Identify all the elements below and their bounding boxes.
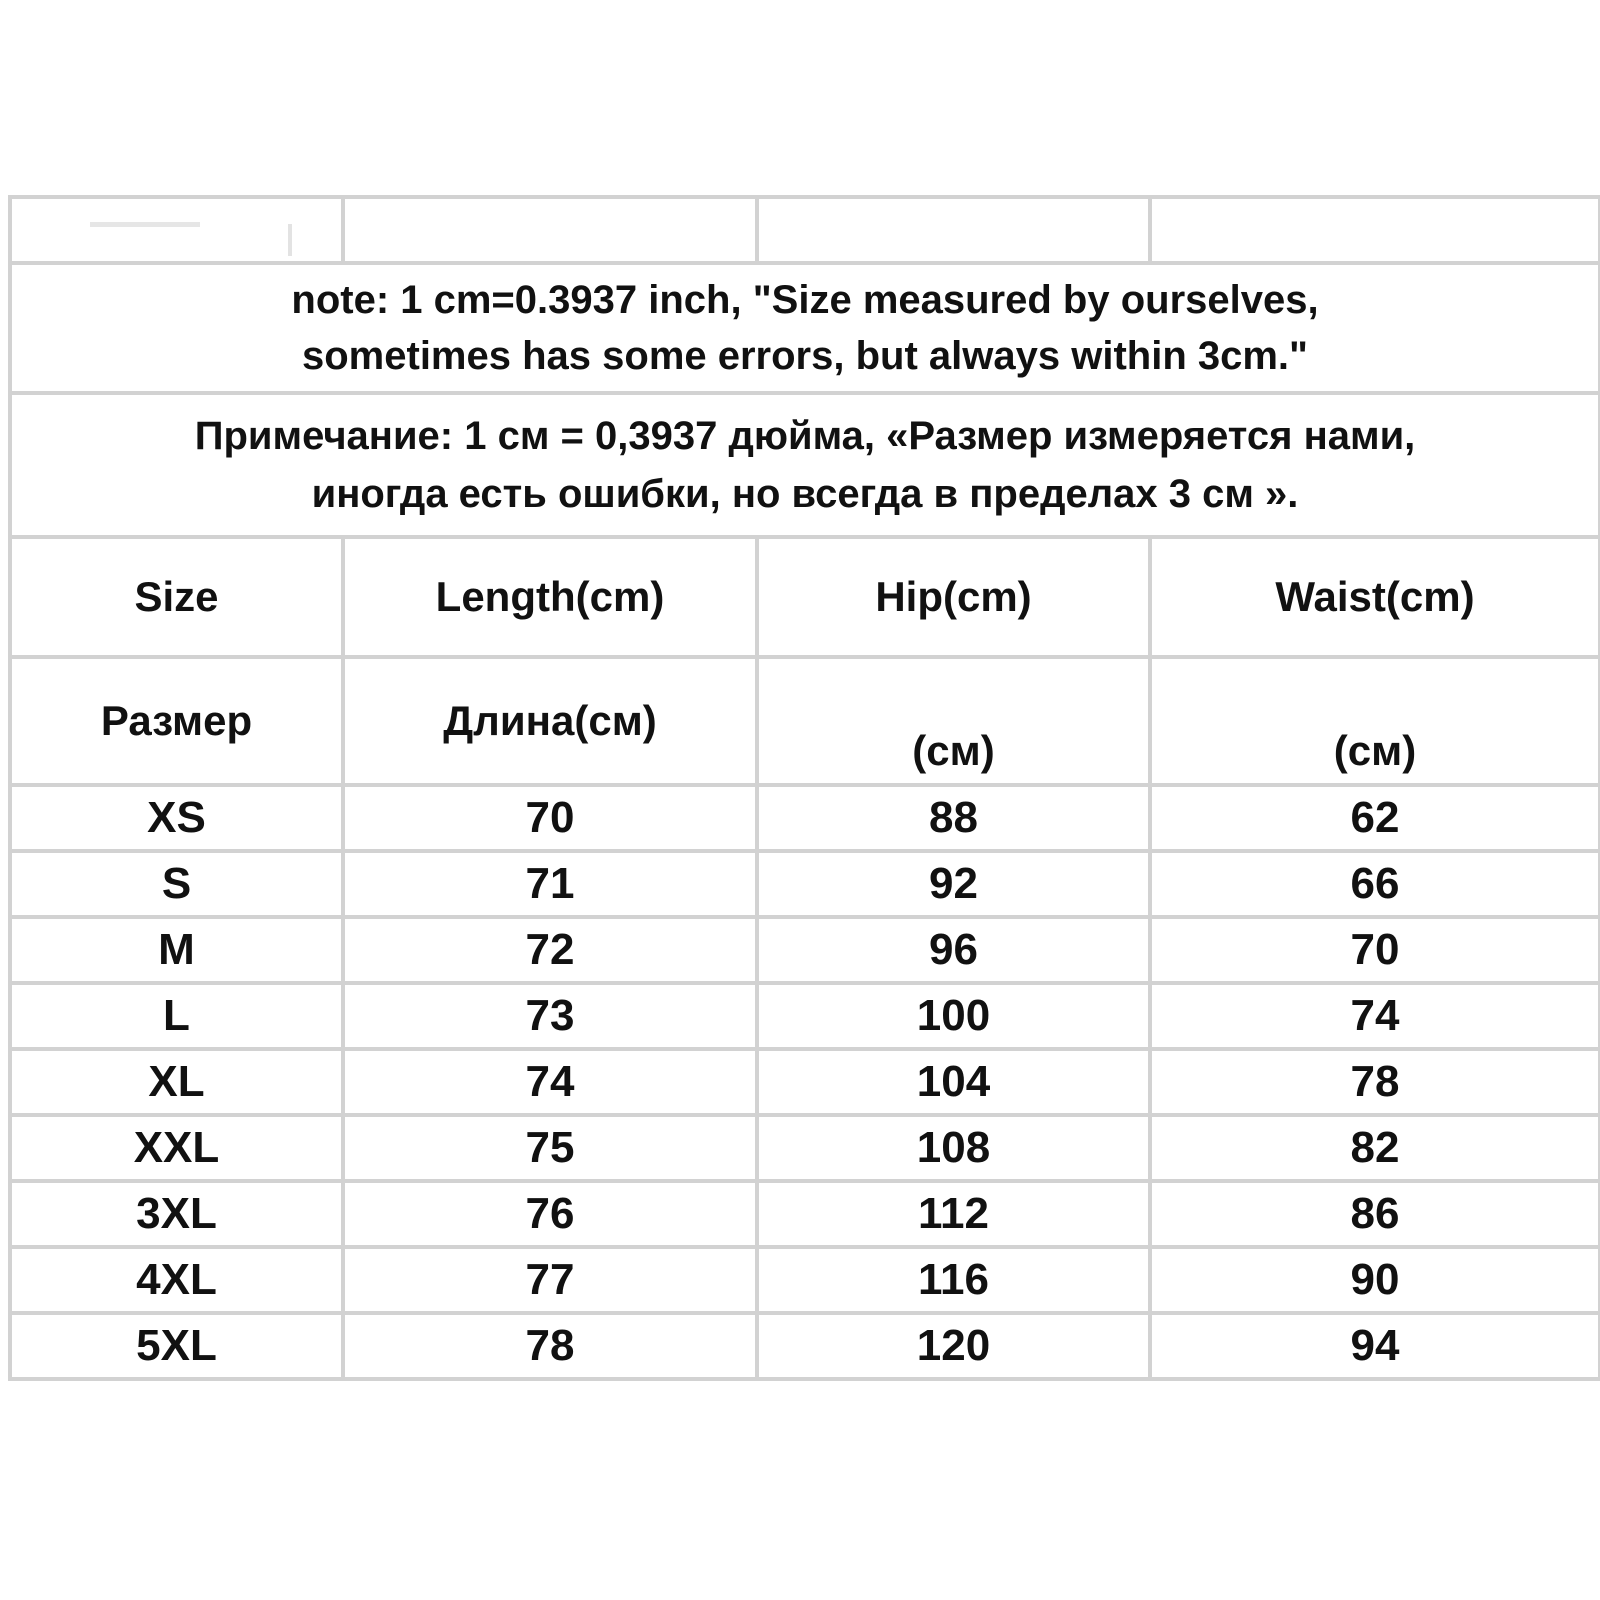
note-russian-row [10, 393, 1600, 537]
cell-size: 3XL [10, 1181, 343, 1247]
table-row [10, 1115, 1600, 1181]
table-row [10, 785, 1600, 851]
cell-size: 4XL [10, 1247, 343, 1313]
cell-waist: 62 [1150, 785, 1600, 851]
cell-size: 5XL [10, 1313, 343, 1379]
header-waist-ru: (см) [1150, 657, 1600, 785]
table-row [10, 983, 1600, 1049]
header-size: Size [10, 537, 343, 657]
table-row [10, 1313, 1600, 1379]
cell-length: 75 [343, 1115, 757, 1181]
cell-hip: 112 [757, 1181, 1150, 1247]
cell-waist: 66 [1150, 851, 1600, 917]
cell-size: L [10, 983, 343, 1049]
cell-length: 73 [343, 983, 757, 1049]
blank-top-row [10, 197, 1600, 263]
cell-hip: 104 [757, 1049, 1150, 1115]
table-row [10, 1181, 1600, 1247]
cell-length: 71 [343, 851, 757, 917]
cell-length: 78 [343, 1313, 757, 1379]
cell-length: 77 [343, 1247, 757, 1313]
cell-hip: 92 [757, 851, 1150, 917]
note-english-row [10, 263, 1600, 393]
note-english-line-1: note: 1 cm=0.3937 inch, "Size measured by ourselves, [291, 278, 1319, 322]
cell-hip: 88 [757, 785, 1150, 851]
header-size-ru: Размер [10, 657, 343, 785]
cell-length: 72 [343, 917, 757, 983]
cell-hip: 100 [757, 983, 1150, 1049]
header-length: Length(cm) [343, 537, 757, 657]
cell-waist: 86 [1150, 1181, 1600, 1247]
cell-length: 74 [343, 1049, 757, 1115]
table-row [10, 1247, 1600, 1313]
cell-waist: 90 [1150, 1247, 1600, 1313]
header-hip-ru: (см) [757, 657, 1150, 785]
cell-size: M [10, 917, 343, 983]
table-row [10, 851, 1600, 917]
blank-cell [343, 197, 757, 263]
cell-waist: 82 [1150, 1115, 1600, 1181]
header-length-ru: Длина(см) [343, 657, 757, 785]
cell-size: XS [10, 785, 343, 851]
cell-waist: 74 [1150, 983, 1600, 1049]
note-russian-line-1: Примечание: 1 см = 0,3937 дюйма, «Размер измеряется нами, [194, 414, 1416, 458]
note-russian [10, 393, 1600, 537]
header-row-russian [10, 657, 1600, 785]
table-row [10, 917, 1600, 983]
table-row [10, 1049, 1600, 1115]
size-chart-table [8, 195, 1600, 1381]
blank-cell [10, 197, 343, 263]
cell-waist: 70 [1150, 917, 1600, 983]
header-waist: Waist(cm) [1150, 537, 1600, 657]
cell-hip: 116 [757, 1247, 1150, 1313]
cell-length: 70 [343, 785, 757, 851]
note-russian-line-2: иногда есть ошибки, но всегда в пределах 3 см ». [311, 472, 1299, 516]
cell-hip: 96 [757, 917, 1150, 983]
note-english-line-2: sometimes has some errors, but always within 3cm." [302, 334, 1308, 378]
cell-size: XXL [10, 1115, 343, 1181]
faded-mark [90, 222, 200, 227]
cell-waist: 94 [1150, 1313, 1600, 1379]
cell-size: S [10, 851, 343, 917]
header-hip: Hip(cm) [757, 537, 1150, 657]
cell-size: XL [10, 1049, 343, 1115]
cell-hip: 108 [757, 1115, 1150, 1181]
cell-waist: 78 [1150, 1049, 1600, 1115]
blank-cell [757, 197, 1150, 263]
blank-cell [1150, 197, 1600, 263]
faded-tick [288, 224, 292, 256]
cell-hip: 120 [757, 1313, 1150, 1379]
cell-length: 76 [343, 1181, 757, 1247]
header-row-english [10, 537, 1600, 657]
note-english [10, 263, 1600, 393]
